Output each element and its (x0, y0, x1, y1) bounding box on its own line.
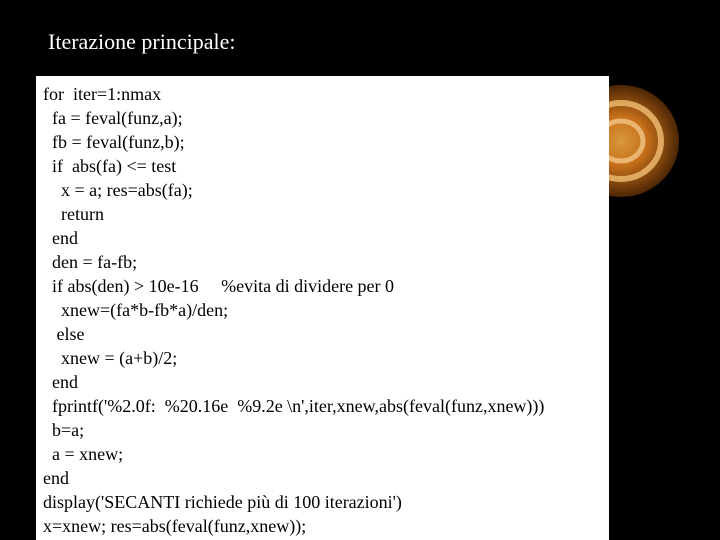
code-line: for iter=1:nmax (43, 84, 162, 104)
code-line: if abs(fa) <= test (43, 156, 177, 176)
code-line: b=a; (43, 420, 85, 440)
code-line: end (43, 228, 78, 248)
code-line: fa = feval(funz,a); (43, 108, 183, 128)
code-line: a = xnew; (43, 444, 124, 464)
code-listing (36, 76, 609, 540)
code-line: fprintf('%2.0f: %20.16e %9.2e \n',iter,xnew,abs(feval(funz,xnew))) (43, 396, 545, 416)
code-line: den = fa-fb; (43, 252, 138, 272)
code-line: return (43, 204, 104, 224)
code-line: xnew=(fa*b-fb*a)/den; (43, 300, 229, 320)
code-line: xnew = (a+b)/2; (43, 348, 178, 368)
code-line: else (43, 324, 85, 344)
code-line: x=xnew; res=abs(feval(funz,xnew)); (43, 516, 307, 536)
code-line: if abs(den) > 10e-16 %evita di dividere per 0 (43, 276, 395, 296)
code-line: end (43, 372, 78, 392)
slide-title: Iterazione principale: (48, 29, 236, 54)
code-line: end (43, 468, 69, 488)
code-line: display('SECANTI richiede più di 100 iterazioni') (43, 492, 402, 512)
code-line: x = a; res=abs(fa); (43, 180, 193, 200)
code-line: fb = feval(funz,b); (43, 132, 185, 152)
